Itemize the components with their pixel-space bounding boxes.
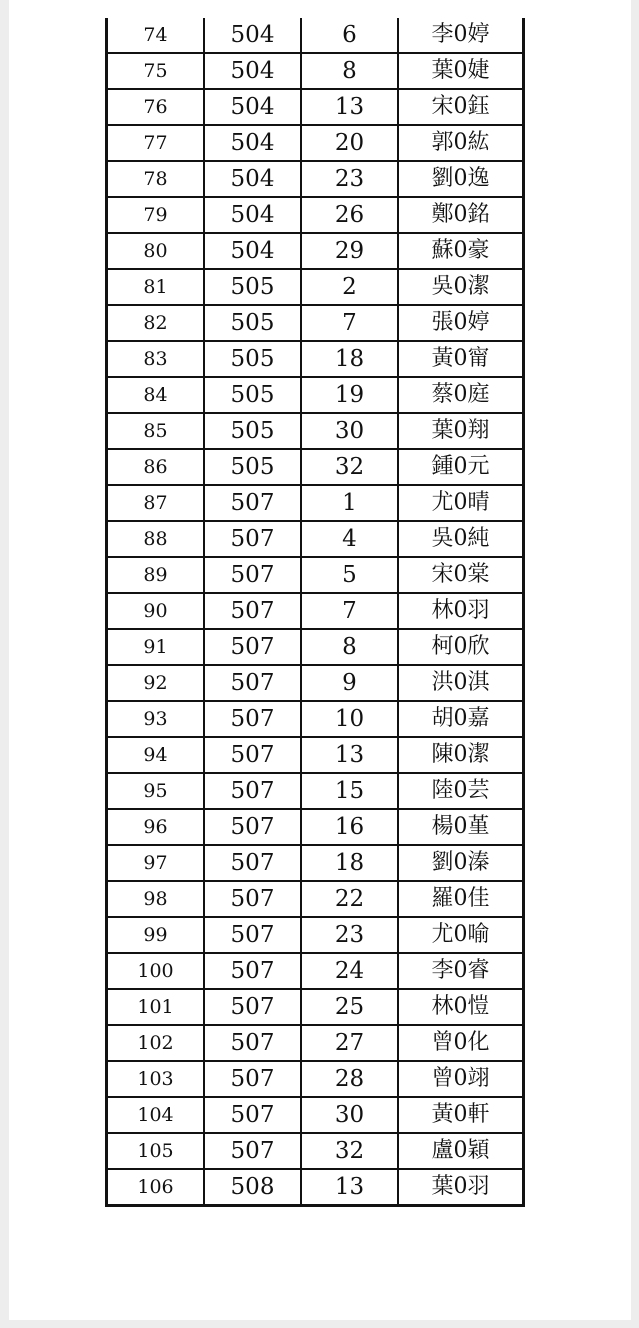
class-cell: 507	[204, 1133, 301, 1169]
class-cell: 504	[204, 161, 301, 197]
roster-table	[108, 18, 522, 1204]
name-cell: 蔡0庭	[398, 377, 522, 413]
row-index-cell: 92	[108, 665, 204, 701]
row-index-cell: 95	[108, 773, 204, 809]
row-index-cell: 74	[108, 18, 204, 53]
name-cell: 吳0純	[398, 521, 522, 557]
name-cell: 鍾0元	[398, 449, 522, 485]
class-cell: 505	[204, 341, 301, 377]
table-row	[108, 1097, 522, 1133]
name-cell: 曾0翊	[398, 1061, 522, 1097]
name-cell: 李0睿	[398, 953, 522, 989]
seat-number-cell: 1	[301, 485, 398, 521]
seat-number-cell: 32	[301, 449, 398, 485]
seat-number-cell: 29	[301, 233, 398, 269]
row-index-cell: 87	[108, 485, 204, 521]
name-cell: 葉0羽	[398, 1169, 522, 1204]
name-cell: 郭0紘	[398, 125, 522, 161]
row-index-cell: 104	[108, 1097, 204, 1133]
table-row	[108, 269, 522, 305]
document-page	[9, 0, 631, 1320]
seat-number-cell: 28	[301, 1061, 398, 1097]
row-index-cell: 93	[108, 701, 204, 737]
seat-number-cell: 24	[301, 953, 398, 989]
table-row	[108, 449, 522, 485]
table-row	[108, 413, 522, 449]
table-row	[108, 18, 522, 53]
table-row	[108, 1061, 522, 1097]
seat-number-cell: 2	[301, 269, 398, 305]
row-index-cell: 86	[108, 449, 204, 485]
class-cell: 507	[204, 665, 301, 701]
class-cell: 507	[204, 521, 301, 557]
roster-table-body	[108, 18, 522, 1204]
name-cell: 劉0溱	[398, 845, 522, 881]
row-index-cell: 98	[108, 881, 204, 917]
seat-number-cell: 16	[301, 809, 398, 845]
seat-number-cell: 5	[301, 557, 398, 593]
row-index-cell: 89	[108, 557, 204, 593]
class-cell: 505	[204, 449, 301, 485]
row-index-cell: 82	[108, 305, 204, 341]
seat-number-cell: 23	[301, 161, 398, 197]
name-cell: 劉0逸	[398, 161, 522, 197]
table-row	[108, 809, 522, 845]
row-index-cell: 103	[108, 1061, 204, 1097]
row-index-cell: 81	[108, 269, 204, 305]
seat-number-cell: 30	[301, 413, 398, 449]
seat-number-cell: 13	[301, 89, 398, 125]
row-index-cell: 102	[108, 1025, 204, 1061]
class-cell: 507	[204, 809, 301, 845]
table-row	[108, 1133, 522, 1169]
name-cell: 盧0穎	[398, 1133, 522, 1169]
class-cell: 504	[204, 197, 301, 233]
row-index-cell: 76	[108, 89, 204, 125]
class-cell: 507	[204, 701, 301, 737]
seat-number-cell: 13	[301, 1169, 398, 1204]
seat-number-cell: 15	[301, 773, 398, 809]
class-cell: 507	[204, 629, 301, 665]
row-index-cell: 97	[108, 845, 204, 881]
class-cell: 508	[204, 1169, 301, 1204]
row-index-cell: 77	[108, 125, 204, 161]
class-cell: 507	[204, 737, 301, 773]
row-index-cell: 91	[108, 629, 204, 665]
class-cell: 507	[204, 773, 301, 809]
name-cell: 陸0芸	[398, 773, 522, 809]
roster-table-frame	[105, 18, 525, 1207]
seat-number-cell: 22	[301, 881, 398, 917]
table-row	[108, 197, 522, 233]
seat-number-cell: 9	[301, 665, 398, 701]
table-row	[108, 701, 522, 737]
name-cell: 蘇0豪	[398, 233, 522, 269]
class-cell: 507	[204, 593, 301, 629]
table-row	[108, 53, 522, 89]
seat-number-cell: 8	[301, 53, 398, 89]
seat-number-cell: 19	[301, 377, 398, 413]
class-cell: 507	[204, 557, 301, 593]
seat-number-cell: 18	[301, 341, 398, 377]
name-cell: 陳0潔	[398, 737, 522, 773]
class-cell: 507	[204, 1025, 301, 1061]
name-cell: 羅0佳	[398, 881, 522, 917]
table-row	[108, 1169, 522, 1204]
row-index-cell: 85	[108, 413, 204, 449]
seat-number-cell: 27	[301, 1025, 398, 1061]
seat-number-cell: 10	[301, 701, 398, 737]
class-cell: 507	[204, 1097, 301, 1133]
name-cell: 李0婷	[398, 18, 522, 53]
row-index-cell: 101	[108, 989, 204, 1025]
name-cell: 宋0鈺	[398, 89, 522, 125]
name-cell: 葉0翔	[398, 413, 522, 449]
class-cell: 505	[204, 413, 301, 449]
row-index-cell: 106	[108, 1169, 204, 1204]
seat-number-cell: 7	[301, 593, 398, 629]
class-cell: 505	[204, 377, 301, 413]
name-cell: 葉0婕	[398, 53, 522, 89]
seat-number-cell: 4	[301, 521, 398, 557]
name-cell: 楊0堇	[398, 809, 522, 845]
table-row	[108, 989, 522, 1025]
table-row	[108, 341, 522, 377]
table-row	[108, 881, 522, 917]
seat-number-cell: 7	[301, 305, 398, 341]
name-cell: 洪0淇	[398, 665, 522, 701]
table-row	[108, 557, 522, 593]
row-index-cell: 83	[108, 341, 204, 377]
class-cell: 507	[204, 953, 301, 989]
row-index-cell: 99	[108, 917, 204, 953]
name-cell: 吳0潔	[398, 269, 522, 305]
class-cell: 507	[204, 485, 301, 521]
table-row	[108, 233, 522, 269]
name-cell: 張0婷	[398, 305, 522, 341]
class-cell: 504	[204, 233, 301, 269]
table-row	[108, 845, 522, 881]
table-row	[108, 953, 522, 989]
seat-number-cell: 20	[301, 125, 398, 161]
class-cell: 505	[204, 269, 301, 305]
table-row	[108, 1025, 522, 1061]
row-index-cell: 90	[108, 593, 204, 629]
seat-number-cell: 18	[301, 845, 398, 881]
name-cell: 林0羽	[398, 593, 522, 629]
seat-number-cell: 23	[301, 917, 398, 953]
table-row	[108, 917, 522, 953]
table-row	[108, 521, 522, 557]
class-cell: 504	[204, 125, 301, 161]
class-cell: 507	[204, 881, 301, 917]
seat-number-cell: 30	[301, 1097, 398, 1133]
table-row	[108, 161, 522, 197]
row-index-cell: 105	[108, 1133, 204, 1169]
table-row	[108, 485, 522, 521]
name-cell: 尤0晴	[398, 485, 522, 521]
class-cell: 507	[204, 989, 301, 1025]
name-cell: 曾0化	[398, 1025, 522, 1061]
class-cell: 507	[204, 845, 301, 881]
table-row	[108, 89, 522, 125]
seat-number-cell: 25	[301, 989, 398, 1025]
table-row	[108, 629, 522, 665]
name-cell: 黃0甯	[398, 341, 522, 377]
table-row	[108, 737, 522, 773]
class-cell: 504	[204, 89, 301, 125]
class-cell: 507	[204, 917, 301, 953]
row-index-cell: 100	[108, 953, 204, 989]
class-cell: 507	[204, 1061, 301, 1097]
row-index-cell: 84	[108, 377, 204, 413]
name-cell: 宋0棠	[398, 557, 522, 593]
class-cell: 504	[204, 53, 301, 89]
name-cell: 胡0嘉	[398, 701, 522, 737]
table-row	[108, 125, 522, 161]
class-cell: 504	[204, 18, 301, 53]
row-index-cell: 88	[108, 521, 204, 557]
row-index-cell: 96	[108, 809, 204, 845]
name-cell: 鄭0銘	[398, 197, 522, 233]
row-index-cell: 79	[108, 197, 204, 233]
name-cell: 林0愷	[398, 989, 522, 1025]
table-row	[108, 305, 522, 341]
table-row	[108, 377, 522, 413]
table-row	[108, 593, 522, 629]
seat-number-cell: 8	[301, 629, 398, 665]
seat-number-cell: 6	[301, 18, 398, 53]
table-row	[108, 773, 522, 809]
table-row	[108, 665, 522, 701]
row-index-cell: 78	[108, 161, 204, 197]
row-index-cell: 75	[108, 53, 204, 89]
seat-number-cell: 26	[301, 197, 398, 233]
row-index-cell: 94	[108, 737, 204, 773]
class-cell: 505	[204, 305, 301, 341]
row-index-cell: 80	[108, 233, 204, 269]
name-cell: 柯0欣	[398, 629, 522, 665]
name-cell: 黃0軒	[398, 1097, 522, 1133]
seat-number-cell: 32	[301, 1133, 398, 1169]
name-cell: 尤0喻	[398, 917, 522, 953]
seat-number-cell: 13	[301, 737, 398, 773]
